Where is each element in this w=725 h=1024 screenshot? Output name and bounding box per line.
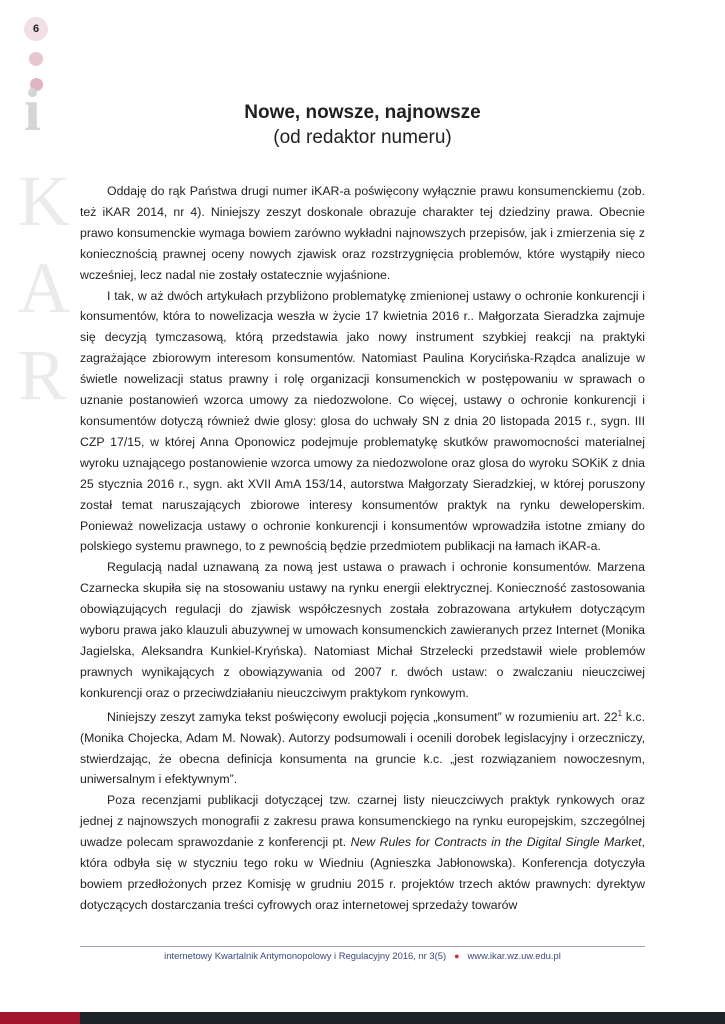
- footer-divider: [80, 946, 645, 947]
- brand-letter-a: A: [18, 248, 70, 328]
- paragraph-text: k.c. (Monika Chojecka, Adam M. Nowak). Autorzy podsumowali i ocenili dorobek legislacyjny i orzeczniczy, stwierdzając, że obecna definicja konsumenta na gruncie k.c. „jest rozwiązaniem nowoczesnym, uniwersalnym i efektywnym”.: [80, 709, 645, 787]
- paragraph: I tak, w aż dwóch artykułach przybliżono problematykę zmienionej ustawy o ochronie konkurencji i konsumentów, która to nowelizacja weszła w życie 17 kwietnia 2016 r.. Małgorzata Sieradzka zajmuje się decyzją tymczasową, którą przedstawia jako nowy instrument szybkiej reakcji na praktyki zagrażające zbiorowym interesom konsumentów. Natomiast Paulina Korycińska-Rządca analizuje w świetle nowelizacji status prawny i rolę organizacji konsumenckich w postępowaniu w sprawach o uznanie postanowień wzorca umowy za niedozwolone. Co więcej, ustawy o ochronie konkurencji i konsumentów dotyczą również dwie glosy: glosa do uchwały SN z dnia 20 listopada 2015 r., sygn. III CZP 17/15, w której Anna Oponowicz podejmuje problematykę skutków prawomocności materialnej wyroku uznającego postanowienie wzorca umowy za niedozwolone oraz glosa do wyroku SOKiK z dnia 25 stycznia 2016 r., sygn. akt XVII AmA 153/14, autorstwa Małgorzaty Sieradzkiej, w której poruszony został temat naruszających zbiorowe interesy konsumentów praktyk na rynku deweloperskim. Ponieważ nowelizacja ustawy o ochronie konkurencji i konsumentów wprowadziła istotne zmiany do polskiego systemu prawnego, to z pewnością będzie przedmiotem publikacji na łamach iKAR-a.: [80, 288, 645, 554]
- footer: [80, 950, 645, 961]
- bottom-accent-bar: [0, 1012, 80, 1024]
- article-header: [80, 100, 645, 150]
- article-body: [80, 181, 645, 916]
- decorative-dot: [29, 52, 43, 66]
- journal-url[interactable]: www.ikar.wz.uw.edu.pl: [467, 950, 561, 961]
- paragraph: Regulacją nadal uznawaną za nową jest ustawa o prawach i ochronie konsumentów. Marzena Czarnecka skupiła się na stosowaniu ustawy na rynku energii elektrycznej. Konieczność zastosowania obowiązujących regulacji do zjawisk współczesnych została zobrazowana artykułem dotyczącym wyboru prawa jako klauzuli abuzywnej w umowach konsumenckich zawieranych przez Internet (Monika Jagielska, Aleksandra Kunkiel-Kryńska). Natomiast Michał Strzelecki przedstawił wiele problemów prawnych wynikających z obowiązywania od 2007 r. dwóch ustaw: o zwalczaniu nieuczciwej konkurencji oraz o przeciwdziałaniu nieuczciwym praktykom rynkowym.: [80, 560, 645, 700]
- page-number: 6: [24, 17, 48, 41]
- journal-name: internetowy Kwartalnik Antymonopolowy i Regulacyjny 2016, nr 3(5): [164, 950, 447, 961]
- paragraph-text: Niniejszy zeszyt zamyka tekst poświęcony ewolucji pojęcia „konsument” w rozumieniu art. 22: [107, 709, 618, 724]
- superscript: 1: [617, 708, 623, 718]
- footer-separator-icon: ●: [454, 951, 460, 961]
- article-subtitle: (od redaktor numeru): [273, 127, 452, 148]
- article-title: Nowe, nowsze, najnowsze: [244, 102, 481, 123]
- paragraph: [80, 790, 645, 915]
- brand-letter-r: R: [18, 335, 67, 415]
- brand-letter-i: i: [24, 77, 41, 143]
- conference-title: New Rules for Contracts in the Digital Single Market: [350, 835, 642, 850]
- paragraph-text: Poza recenzjami publikacji dotyczącej tzw. czarnej listy nieuczciwych praktyk rynkowych oraz jednej z najnowszych monografii z zakresu prawa konsumenckiego na rynku europejskim, szczególnej uwadze polecam sprawozdanie z konferencji pt.: [80, 793, 645, 850]
- brand-letter-k: K: [18, 161, 70, 241]
- bottom-dark-bar: [80, 1012, 725, 1024]
- paragraph: [80, 704, 645, 791]
- paragraph-text: , która odbyła się w styczniu tego roku w Wiedniu (Agnieszka Jabłonowska). Konferencja dotyczyła bowiem przedłożonych przez Komisję w grudniu 2015 r. projektów trzech aktów prawnych: dyrektyw dotyczących dostarczania treści cyfrowych oraz internetowej sprzedaży towarów: [80, 835, 645, 912]
- paragraph: Oddaję do rąk Państwa drugi numer iKAR-a poświęcony wyłącznie prawu konsumenckiemu (zob. też iKAR 2014, nr 4). Niniejszy zeszyt doskonale obrazuje charakter tej dziedziny prawa. Obecnie prawo konsumenckie wymaga bowiem zarówno wykładni najnowszych przepisów, jak i zmierzenia się z koniecznością prawnej oceny nowych zjawisk oraz rozstrzygnięcia problemów, które wystąpiły nieco wcześniej, lecz nadal nie zostały ostatecznie wyjaśnione.: [80, 184, 645, 282]
